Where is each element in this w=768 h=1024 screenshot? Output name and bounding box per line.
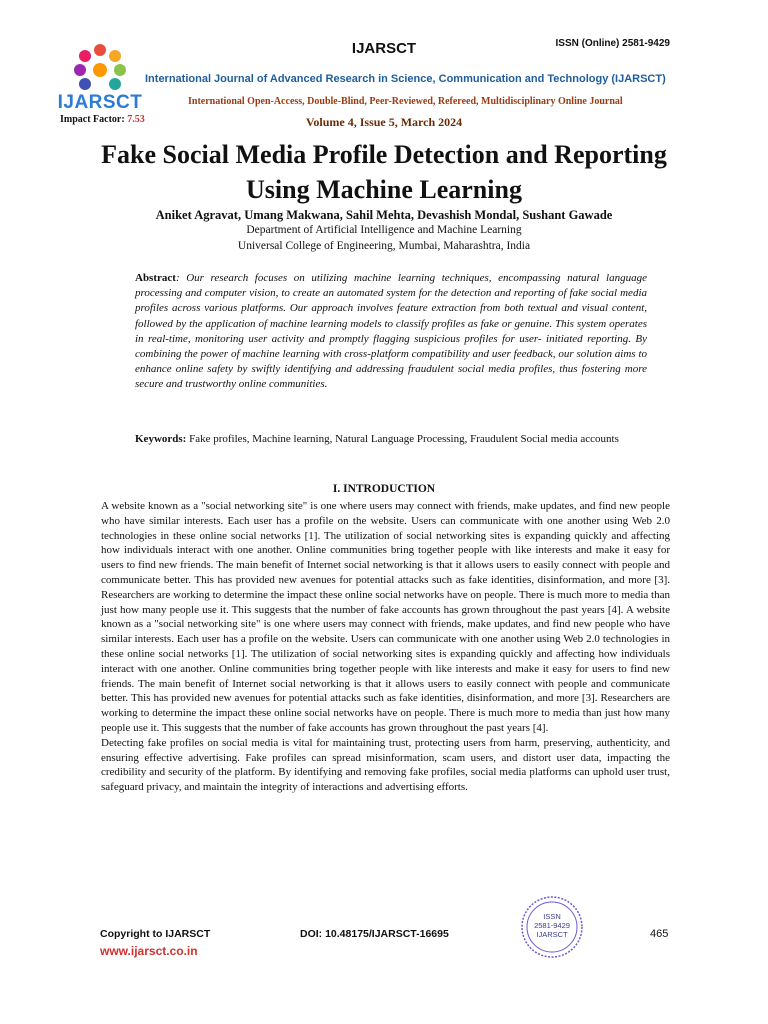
website-link[interactable]: www.ijarsct.co.in bbox=[100, 944, 198, 958]
impact-factor-label: Impact Factor: bbox=[60, 114, 128, 125]
doi: DOI: 10.48175/IJARSCT-16695 bbox=[300, 928, 449, 940]
keywords bbox=[135, 432, 647, 447]
keywords-text: Fake profiles, Machine learning, Natural Language Processing, Fraudulent Social media accounts bbox=[186, 433, 619, 445]
department: Department of Artificial Intelligence and Machine Learning bbox=[246, 224, 522, 236]
paragraph: A website known as a "social networking site" is one where users may connect with friends, make updates, and find new people who have similar interests. Each user has a profile on the website. Users can communicate with one another using Web 2.0 technologies in these online social networks [1]. The utilization of social networking sites is expanding quickly and affecting how individuals interact with one another. Online communities bring together people with like interests and make it easy for users to find new friends. The main benefit of Internet social networking is that it allows users to easily connect with people and communicate better. This has provided new avenues for potential attacks such as fake identities, disinformation, and more [3]. Researchers are working to determine the impact these online social networks have on people. There is much more to media than just how many people use it. This suggests that the number of fake accounts has grown throughout the past years [4]. A website known as a "social networking site" is one where users may connect with friends, make updates, and find new people who have similar interests. Each user has a profile on the website. Users can communicate with one another using Web 2.0 technologies in these online social networks [1]. The utilization of social networking sites is expanding quickly and affecting how individuals interact with one another. Online communities bring together people with like interests and make it easy for users to find new friends. The main benefit of Internet social networking is that it allows users to easily connect with people and communicate better. This has provided new avenues for potential attacks such as fake identities, disinformation, and more [3]. Researchers are working to determine the impact these online social networks have on people. There is much more to media than just how many people use it. This suggests that the number of fake accounts has grown throughout the past years [4]. bbox=[101, 500, 670, 734]
seal-line: ISSN bbox=[543, 912, 561, 921]
logo-wordmark: IJARSCT bbox=[57, 92, 143, 113]
seal-line: 2581-9429 bbox=[534, 921, 570, 930]
journal-abbreviation: IJARSCT bbox=[351, 40, 417, 57]
page-number: 465 bbox=[650, 928, 669, 940]
impact-factor-value: 7.53 bbox=[127, 114, 145, 125]
abstract-label: Abstract bbox=[135, 272, 176, 284]
keywords-label: Keywords: bbox=[135, 433, 187, 445]
abstract bbox=[135, 271, 647, 393]
copyright: Copyright to IJARSCT bbox=[100, 928, 211, 940]
author-list: Aniket Agravat, Umang Makwana, Sahil Mehta, Devashish Mondal, Sushant Gawade bbox=[155, 208, 613, 222]
journal-type: International Open-Access, Double-Blind, Peer-Reviewed, Refereed, Multidisciplinary Online Journal bbox=[188, 96, 623, 107]
paper-title-line-1: Fake Social Media Profile Detection and Reporting bbox=[101, 140, 667, 169]
volume-issue: Volume 4, Issue 5, March 2024 bbox=[305, 115, 463, 129]
abstract-text: : Our research focuses on utilizing machine learning techniques, encompassing natural language processing and computer vision, to create an automated system for the detection and reporting of fake social media profiles across various platforms. Our approach involves feature extraction from both textual and visual content, followed by the application of machine learning models to classify profiles as fake or genuine. This system operates in real-time, monitoring user activity and promptly flagging suspicious profiles for user- initiated reporting. By combining the power of machine learning with cross-platform compatibility and user feedback, our solution aims to enhance online safety by swiftly identifying and addressing fraudulent social media profiles, thus fostering more secure and trustworthy online communities. bbox=[135, 272, 647, 391]
paper-title bbox=[60, 137, 708, 207]
seal-line: IJARSCT bbox=[536, 930, 568, 939]
paper-title-line-2: Using Machine Learning bbox=[246, 175, 522, 204]
issn-seal-text bbox=[520, 912, 584, 939]
section-heading-introduction: I. INTRODUCTION bbox=[332, 483, 436, 495]
paragraph: Detecting fake profiles on social media is vital for maintaining trust, protecting users from harm, preserving, authenticity, and ensuring effective advertising. Fake profiles can spread misinformation, scam users, and distort user data, impacting the credibility and security of the platform. By identifying and removing fake profiles, social media platforms can uphold user trust, safeguard privacy, and maintain the integrity of interactions and advertising efforts. bbox=[101, 736, 670, 794]
college: Universal College of Engineering, Mumbai, Maharashtra, India bbox=[237, 240, 531, 252]
journal-full-name: International Journal of Advanced Research in Science, Communication and Technology (IJARSCT) bbox=[145, 73, 666, 85]
issn-online: ISSN (Online) 2581-9429 bbox=[555, 38, 670, 49]
introduction-body bbox=[101, 499, 670, 795]
